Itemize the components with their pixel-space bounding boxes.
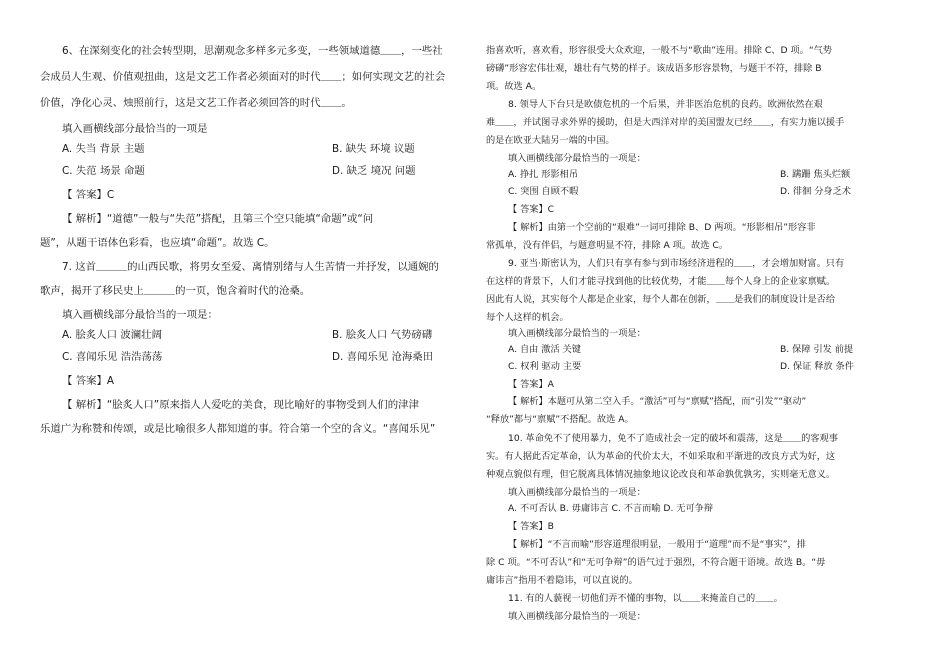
- cont-line-2: 磅礴”形容宏伟壮观，雄壮有气势的样子。该成语多形容景物，与题干不符，排除 B: [486, 63, 822, 74]
- q9-option-a: A. 自由 激活 关键: [508, 344, 581, 355]
- q8-prompt: 填入画横线部分最恰当的一项是：: [508, 153, 646, 164]
- q7-line-2: 歌声，揭开了移民史上＿＿＿的一页，饱含着时代的沧桑。: [40, 285, 311, 297]
- q10-analysis-2: 除 C 项。“不可否认”和“无可争辩”的语气过于强烈，不符合题干语境。故选 B。“毋: [486, 557, 826, 568]
- q9-answer: 【 答案】A: [508, 379, 554, 390]
- q6-option-c: C. 失范 场景 命题: [62, 165, 145, 177]
- q6-line-2: 会成员人生观、价值观扭曲，这是文艺工作者必须面对的时代＿＿；如何实现文艺的社会: [40, 71, 446, 83]
- q8-line-3: 的是在欧亚大陆另一端的中国。: [486, 135, 615, 146]
- q7-prompt: 填入画横线部分最恰当的一项是：: [62, 309, 218, 321]
- q8-option-d: D. 徘徊 分身乏术: [780, 186, 851, 197]
- q6-line-1: 6、在深刻变化的社会转型期，思潮观念多样多元多变，一些领域道德＿＿，一些社: [62, 45, 443, 57]
- q7-option-c: C. 喜闻乐见 浩浩荡荡: [62, 351, 163, 363]
- q6-analysis-2: 题”，从题干语体色彩看，也应填“命题”。故选 C。: [40, 237, 275, 249]
- q6-prompt: 填入画横线部分最恰当的一项是: [62, 123, 208, 135]
- q11-prompt: 填入画横线部分最恰当的一项是：: [508, 611, 646, 622]
- q10-answer: 【 答案】B: [508, 521, 554, 532]
- q7-option-b: B. 脍炙人口 气势磅礴: [332, 329, 433, 341]
- q10-options: A. 不可否认 B. 毋庸讳言 C. 不言而喻 D. 无可争辩: [508, 503, 714, 514]
- q9-line-4: 每个人这样的机会。: [486, 312, 569, 323]
- q7-option-d: D. 喜闻乐见 沧海桑田: [332, 351, 434, 363]
- q7-analysis-1: 【 解析】“脍炙人口”原来指人人爱吃的美食，现比喻好的事物受到人们的津津: [62, 399, 419, 411]
- q7-line-1: 7. 这首＿＿＿的山西民歌，将男女至爱、离情别绪与人生苦情一并抒发，以通婉的: [62, 261, 439, 273]
- q7-answer: 【 答案】A: [62, 375, 114, 387]
- q8-answer: 【 答案】C: [508, 204, 555, 215]
- q10-line-1: 10. 革命免不了使用暴力，免不了造成社会一定的破坏和震荡，这是＿＿的客观事: [508, 433, 838, 444]
- q6-line-3: 价值，净化心灵、烛照前行，这是文艺工作者必须回答的时代＿＿。: [40, 97, 352, 109]
- cont-line-1: 指喜欢听，喜欢看，形容很受大众欢迎，一般不与“歌曲”连用。排除 C、D 项。“气势: [486, 45, 832, 56]
- q8-option-c: C. 突围 自顾不暇: [508, 186, 579, 197]
- q9-line-1: 9. 亚当·斯密认为，人们只有享有参与到市场经济进程的＿＿，才会增加财富。只有: [508, 258, 845, 269]
- q8-line-2: 难＿＿，并试图寻求外界的援助，但是大西洋对岸的美国盟友已经＿＿，有实力施以援手: [486, 117, 845, 128]
- q10-prompt: 填入画横线部分最恰当的一项是：: [508, 487, 646, 498]
- q6-answer: 【 答案】C: [62, 189, 115, 201]
- q8-analysis-1: 【 解析】由第一个空前的“艰难”一词可排除 B、D 两项。“形影相吊”形容非: [508, 222, 816, 233]
- q9-option-b: B. 保障 引发 前提: [780, 344, 854, 355]
- q9-line-2: 在这样的背景下，人们才能寻找到他的比较优势，才能＿＿每个人身上的企业家禀赋。: [486, 276, 836, 287]
- q8-option-b: B. 蹒跚 焦头烂额: [780, 169, 851, 180]
- q9-option-d: D. 保证 释放 条件: [780, 361, 854, 372]
- q6-option-a: A. 失当 背景 主题: [62, 143, 145, 155]
- q10-line-3: 种观点貌似有理，但它脱离具体情况抽象地议论改良和革命孰优孰劣，实则毫无意义。: [486, 469, 836, 480]
- q6-option-b: B. 缺失 环境 议题: [332, 143, 415, 155]
- q9-prompt: 填入画横线部分最恰当的一项是：: [508, 328, 646, 339]
- q10-analysis-1: 【 解析】“不言而喻”形容道理很明显，一般用于“道理”而不是“事实”，排: [508, 539, 806, 550]
- cont-line-3: 项。故选 A。: [486, 81, 542, 92]
- q6-option-d: D. 缺乏 境况 问题: [332, 165, 416, 177]
- q9-line-3: 因此有人说，其实每个人都是企业家，每个人都在创新，＿＿是我们的制度设计是否给: [486, 294, 836, 305]
- q11-line-1: 11. 有的人藐视一切他们弄不懂的事物，以＿＿来掩盖自己的＿＿。: [508, 593, 783, 604]
- q9-analysis-2: “释放”都与“禀赋”不搭配。故选 A。: [486, 414, 634, 425]
- q9-analysis-1: 【 解析】本题可从第二空入手。“激活”可与“禀赋”搭配，而“引发”“驱动”: [508, 396, 807, 407]
- q8-line-1: 8. 领导人下台只是欧债危机的一个后果，并非医治危机的良药。欧洲依然在艰: [508, 99, 823, 110]
- right-page: [478, 0, 950, 672]
- q9-option-c: C. 权利 驱动 主要: [508, 361, 582, 372]
- q7-option-a: A. 脍炙人口 波澜壮阔: [62, 329, 162, 341]
- q10-line-2: 实。有人据此否定革命，认为革命的代价太大，不如采取和平渐进的改良方式为好，这: [486, 451, 836, 462]
- q8-option-a: A. 挣扎 形影相吊: [508, 169, 579, 180]
- q10-analysis-3: 庸讳言”指用不着隐讳，可以直说的。: [486, 575, 638, 586]
- q6-analysis-1: 【 解析】“道德”一般与“失范”搭配，且第三个空只能填“命题”或“问: [62, 213, 374, 225]
- q8-analysis-2: 常孤单，没有伴侣，与题意明显不符，排除 A 项。故选 C。: [486, 240, 728, 251]
- q7-analysis-2: 乐道广为称赞和传颂，或是比喻很多人都知道的事。符合第一个空的含义。“喜闻乐见”: [40, 423, 436, 435]
